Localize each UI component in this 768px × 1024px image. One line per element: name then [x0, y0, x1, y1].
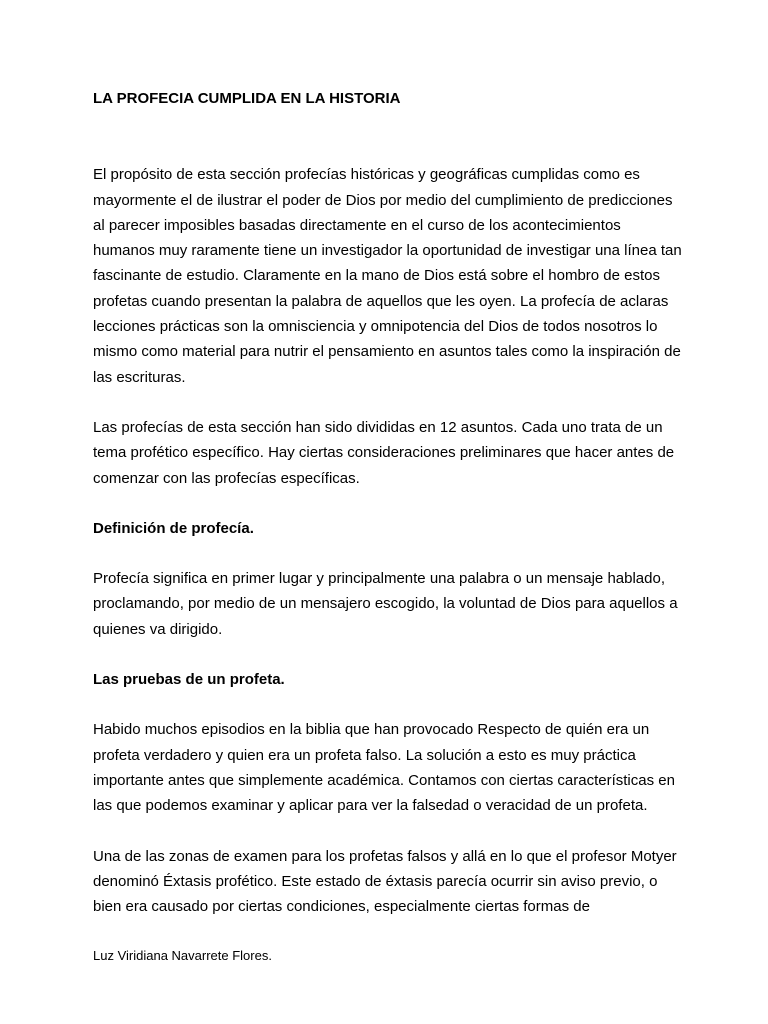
spacer: [93, 819, 683, 844]
document-body: [93, 86, 683, 919]
paragraph-ecstasy: Una de las zonas de examen para los profetas falsos y allá en lo que el profesor Motyer denominó Éxtasis profético. Este estado de éxtasis parecía ocurrir sin aviso previo, o bien era causado por ciertas condiciones, especialmente ciertas formas de: [93, 847, 677, 916]
paragraph-intro: El propósito de esta sección profecías históricas y geográficas cumplidas como es mayormente el de ilustrar el poder de Dios por medio del cumplimiento de predicciones al parecer imposibles basadas directamente en el curso de los acontecimientos humanos muy raramente tiene un investigador la oportunidad de investigar una línea tan fascinante de estudio. Claramente en la mano de Dios está sobre el hombro de estos profetas cuando presentan la palabra de aquellos que les oyen. La profecía de aclaras lecciones prácticas son la omnisciencia y omnipotencia del Dios de todos nosotros lo mismo como material para nutrir el pensamiento en asuntos tales como la inspiración de las escrituras.: [93, 166, 682, 386]
paragraph-definition: Profecía significa en primer lugar y principalmente una palabra o un mensaje hablado, proclamando, por medio de un mensajero escogido, la voluntad de Dios para aquellos a quienes va dirigido.: [93, 570, 678, 638]
document-title: LA PROFECIA CUMPLIDA EN LA HISTORIA: [93, 90, 401, 107]
spacer: [93, 111, 683, 162]
page-footer-author: Luz Viridiana Navarrete Flores.: [93, 948, 272, 963]
paragraph-tests: Habido muchos episodios en la biblia que han provocado Respecto de quién era un profeta verdadero y quien era un profeta falso. La solución a esto es muy práctica importante antes que simplemente académica. Contamos con ciertas características en las que podemos examinar y aplicar para ver la falsedad o veracidad de un profeta.: [93, 721, 675, 815]
section-heading-tests: Las pruebas de un profeta.: [93, 671, 285, 689]
section-heading-definition: Definición de profecía.: [93, 519, 254, 537]
spacer: [93, 692, 683, 717]
spacer: [93, 491, 683, 516]
spacer: [93, 541, 683, 566]
paragraph-divisions: Las profecías de esta sección han sido divididas en 12 asuntos. Cada uno trata de un tema profético específico. Hay ciertas consideraciones preliminares que hacer antes de comenzar con las profecías específicas.: [93, 418, 675, 487]
spacer: [93, 642, 683, 667]
spacer: [93, 390, 683, 415]
